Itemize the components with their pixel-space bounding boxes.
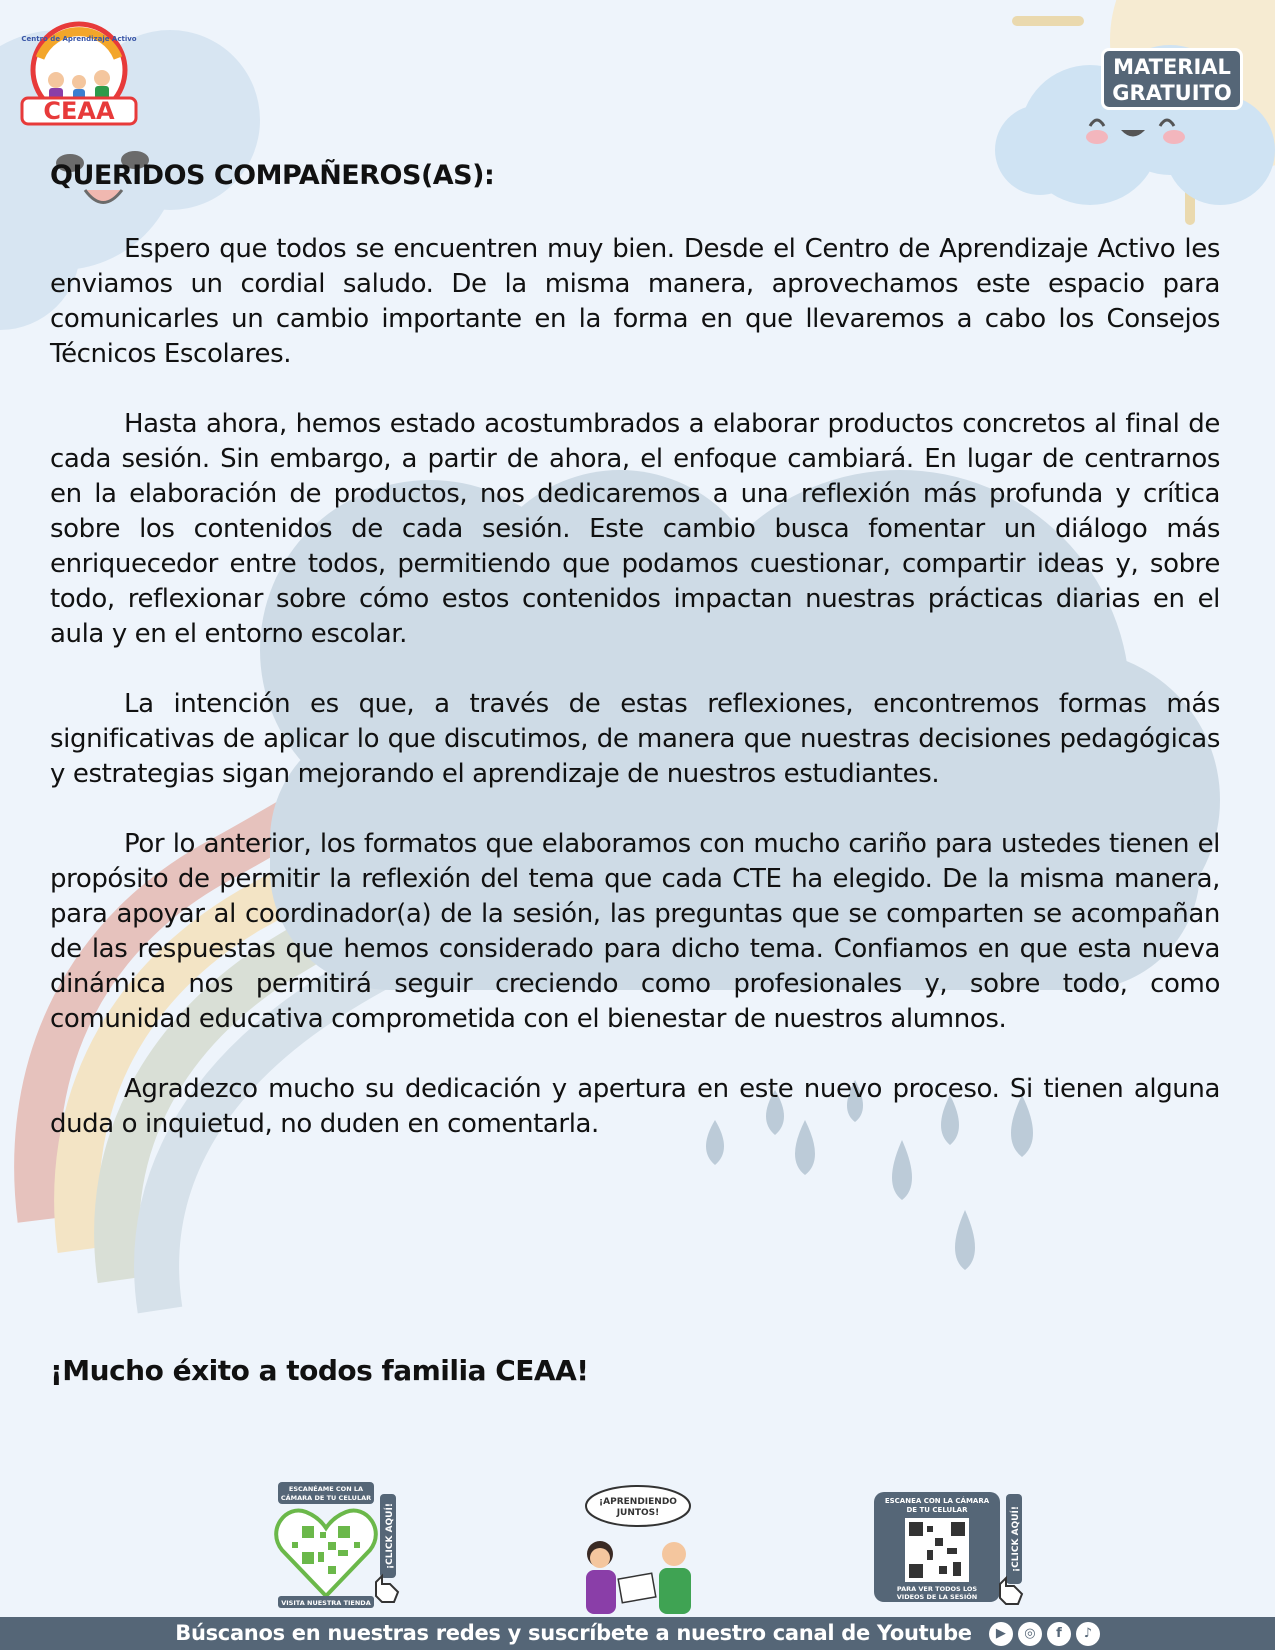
footer-bar: [0, 1617, 1275, 1650]
social-icons: [989, 1622, 1100, 1646]
badge-line-2: GRATUITO: [1112, 81, 1232, 105]
store-click-label: ¡CLICK AQUÍ!: [385, 1503, 395, 1569]
hand-pointer-icon: [376, 1576, 398, 1602]
paragraph-2: Hasta ahora, hemos estado acostumbrados a elaborar productos concretos al final de cada sesión. Sin embargo, a partir de ahora, el enfoque cambiará. En lugar de centrarnos en la elaboración de productos, nos dedicaremos a una reflexión más profunda y crítica sobre los contenidos de cada sesión. Este cambio busca fomentar un diálogo más enriquecedor entre todos, permitiendo que podamos cuestionar, compartir ideas y, sobre todo, reflexionar sobre cómo estos contenidos impactan nuestras prácticas diarias en el aula y en el entorno escolar.: [50, 409, 1220, 649]
heart-qr-code: [276, 1511, 376, 1596]
speech-line-2: JUNTOS!: [616, 1508, 660, 1518]
store-qr-promo[interactable]: [272, 1480, 406, 1612]
facebook-icon[interactable]: f: [1047, 1622, 1071, 1646]
badge-line-1: MATERIAL: [1113, 55, 1231, 79]
paragraph-4: Por lo anterior, los formatos que elaboramos con mucho cariño para ustedes tienen el propósito de permitir la reflexión del tema que cada CTE ha elegido. De la misma manera, para apoyar al coordinador(a) de la sesión, las preguntas que se comparten se acompañan de las respuestas que hemos considerado para dicho tema. Confiamos en que esta nueva dinámica nos permitirá seguir creciendo como profesionales y, sobre todo, como comunidad educativa comprometida con el bienestar de nuestros alumnos.: [50, 829, 1220, 1034]
teachers-illustration: [572, 1484, 704, 1620]
paragraph-1: Espero que todos se encuentren muy bien. Desde el Centro de Aprendizaje Activo les enviamos un cordial saludo. De la misma manera, aprovechamos este espacio para comunicarles un cambio importante en la forma en que llevaremos a cabo los Consejos Técnicos Escolares.: [50, 234, 1220, 369]
logo-text: CEAA: [43, 97, 115, 125]
top-right-decoration: [995, 0, 1275, 225]
videos-qr-promo[interactable]: [872, 1490, 1030, 1612]
closing-line: ¡Mucho éxito a todos familia CEAA!: [50, 1354, 589, 1387]
videos-label-top-2: DE TU CELULAR: [906, 1506, 968, 1514]
videos-label-bottom-2: VIDEOS DE LA SESIÓN: [896, 1593, 978, 1601]
videos-click-label: ¡CLICK AQUÍ!: [1011, 1506, 1021, 1572]
paragraph-5: Agradezco mucho su dedicación y apertura en este nuevo proceso. Si tienen alguna duda o inquietud, no duden en comentarla.: [50, 1074, 1220, 1139]
youtube-icon[interactable]: ▶: [989, 1622, 1013, 1646]
store-label-top-2: CÁMARA DE TU CELULAR: [280, 1494, 372, 1502]
store-label-top-1: ESCANÉAME CON LA: [288, 1485, 364, 1493]
footer-text: Búscanos en nuestras redes y suscríbete a nuestro canal de Youtube: [175, 1621, 972, 1645]
ceaa-logo: [16, 18, 142, 130]
store-label-bottom: VISITA NUESTRA TIENDA: [281, 1599, 371, 1607]
logo-arc-text: Centro de Aprendizaje Activo: [21, 35, 137, 43]
material-gratuito-badge: [1101, 48, 1243, 110]
speech-line-1: ¡APRENDIENDO: [599, 1497, 677, 1507]
instagram-icon[interactable]: ◎: [1018, 1622, 1042, 1646]
paragraph-3: La intención es que, a través de estas reflexiones, encontremos formas más significativas de aplicar lo que discutimos, de manera que nuestras decisiones pedagógicas y estrategias sigan mejorando el aprendizaje de nuestros estudiantes.: [50, 689, 1220, 789]
letter-body: [50, 232, 1220, 1177]
videos-label-top-1: ESCANEA CON LA CÁMARA: [884, 1497, 990, 1505]
letter-greeting: QUERIDOS COMPAÑEROS(AS):: [50, 160, 495, 191]
tiktok-icon[interactable]: ♪: [1076, 1622, 1100, 1646]
videos-label-bottom-1: PARA VER TODOS LOS: [896, 1585, 978, 1593]
